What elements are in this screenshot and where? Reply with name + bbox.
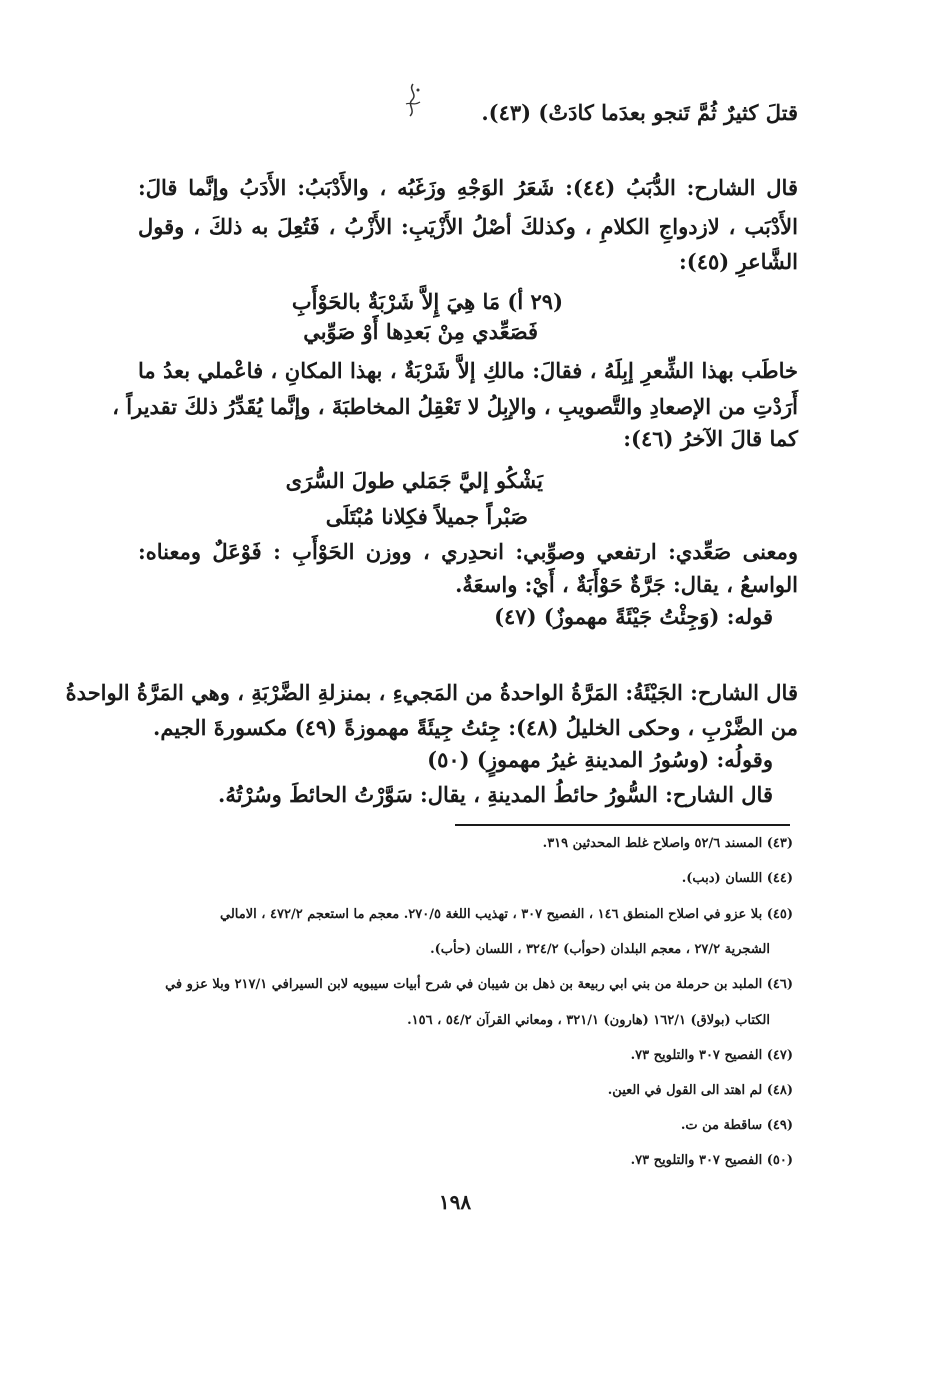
footnote-43: (٤٣) المسند ٥٢/٦ واصلاح غلط المحدثين ٣١٩. bbox=[542, 836, 793, 851]
footnote-49: (٤٩) ساقطة من ت. bbox=[680, 1118, 793, 1133]
footnote-48: (٤٨) لم اهتد الى القول في العين. bbox=[607, 1083, 793, 1098]
footnote-45-line1: (٤٥) بلا عزو في اصلاح المنطق ١٤٦ ، الفصيح ٣٠٧ ، تهذيب اللغة ٢٧٠/٥. معجم ما استعجم ٤٧٢/٢ ، الامالي bbox=[220, 907, 793, 922]
para3-line2: الواسعُ ، يقال: جَرَّةٌ حَوْأَبَةٌ ، أَيْ: واسعَةٌ. bbox=[455, 572, 798, 597]
para2-line1: خاطَب بهذا الشِّعرِ إبِلَهُ ، فقالَ: مالكِ إلاَّ شَرْبَةٌ ، بهذا المكانِ ، فاعْملي بعدُ ما bbox=[138, 358, 798, 383]
footnote-50: (٥٠) الفصيح ٣٠٧ والتلويح ٧٣. bbox=[630, 1153, 793, 1168]
verse1-line2: فَصَعِّدي مِنْ بَعدِها أَوْ صَوِّبي bbox=[303, 319, 538, 344]
verse1-line1: (٢٩ أ) مَا هِيَ إِلاَّ شَرْبَةٌ بالحَوْأَبِ bbox=[291, 289, 563, 314]
quote1: قوله: (وَجِئْتُ جَيْئَةً مهموزٌ) (٤٧) bbox=[494, 604, 773, 629]
verse2-line2: صَبْراً جميلاً فكِلانا مُبْتَلَى bbox=[325, 504, 528, 529]
para2-line3: كما قالَ الآخرُ (٤٦): bbox=[623, 426, 798, 451]
verse2-line1: يَشْكُو إليَّ جَمَلي طولَ السُّرَى bbox=[285, 468, 543, 493]
footnote-46-line2: الكتاب (بولاق) ١٦٢/١ (هارون) ٣٢١/١ ، ومعاني القرآن ٥٤/٢ ، ١٥٦. bbox=[407, 1013, 770, 1028]
footnote-divider bbox=[455, 824, 790, 826]
footnote-44: (٤٤) اللسان (دبب). bbox=[681, 871, 793, 886]
top-line: قتلَ كثيرٌ ثُمَّ تَنجو بعدَما كادَتْ) (٤٣). bbox=[481, 100, 798, 125]
quote2: وقولُه: (وسُورُ المدينةِ غيرُ مهموزٍ) (٥٠) bbox=[427, 747, 773, 772]
para1-line3: الشَّاعرِ (٤٥): bbox=[679, 249, 798, 274]
para4-line2: من الضَّرْبِ ، وحكى الخليلُ (٤٨): جِئتُ جِيئَةً مهموزةً (٤٩) مكسورةَ الجيم. bbox=[153, 715, 798, 740]
para5: قال الشارح: السُّورُ حائطُ المدينةِ ، يقال: سَوَّرْتُ الحائطَ وسُرْتُهُ. bbox=[218, 782, 773, 807]
footnote-47: (٤٧) الفصيح ٣٠٧ والتلويح ٧٣. bbox=[630, 1048, 793, 1063]
footnote-46-line1: (٤٦) الملبد بن حرملة من بني ابي ربيعة بن ذهل بن شيبان في شرح أبيات سيبويه لابن السيرافي ٢١٧/١ وبلا عزو في bbox=[165, 977, 793, 992]
para4-line1: قال الشارح: الجَيْئَةُ: المَرَّةُ الواحدةُ من المَجيءِ ، بمنزلةِ الضَّرْبَةِ ، وهي المَرَّةُ الواحدةُ bbox=[65, 680, 798, 705]
footnote-45-line2: الشجرية ٢٧/٢ ، معجم البلدان (حوأب) ٣٢٤/٢ ، اللسان (حأب). bbox=[430, 942, 770, 957]
para3-line1: ومعنى صَعِّدي: ارتفعي وصوِّبي: انحدِري ، ووزن الحَوْأَبِ : فَوْعَلٌ ومعناه: bbox=[138, 539, 798, 564]
page-number: ١٩٨ bbox=[438, 1190, 472, 1214]
para1-line2: الأَدْبَب ، لازدواجِ الكلامِ ، وكذلكَ أصْلُ الأَزْيَبِ: الأَزْبُ ، فَتُعِلَ به ذلكَ ، وقول bbox=[138, 214, 798, 239]
para1-line1: قال الشارح: الدُّبَبُ (٤٤): شَعَرُ الوَجْهِ وزَغَبُه ، والأَدْبَبُ: الأَدَبُ وإنَّما قالَ: bbox=[138, 175, 798, 200]
para2-line2: أَرَدْتِ من الإصعادِ والتَّصويبِ ، والإبِلُ لا تَعْقِلُ المخاطبَةَ ، وإنَّما يُقَدِّرُ ذلكَ تقديراً ، bbox=[112, 394, 798, 419]
